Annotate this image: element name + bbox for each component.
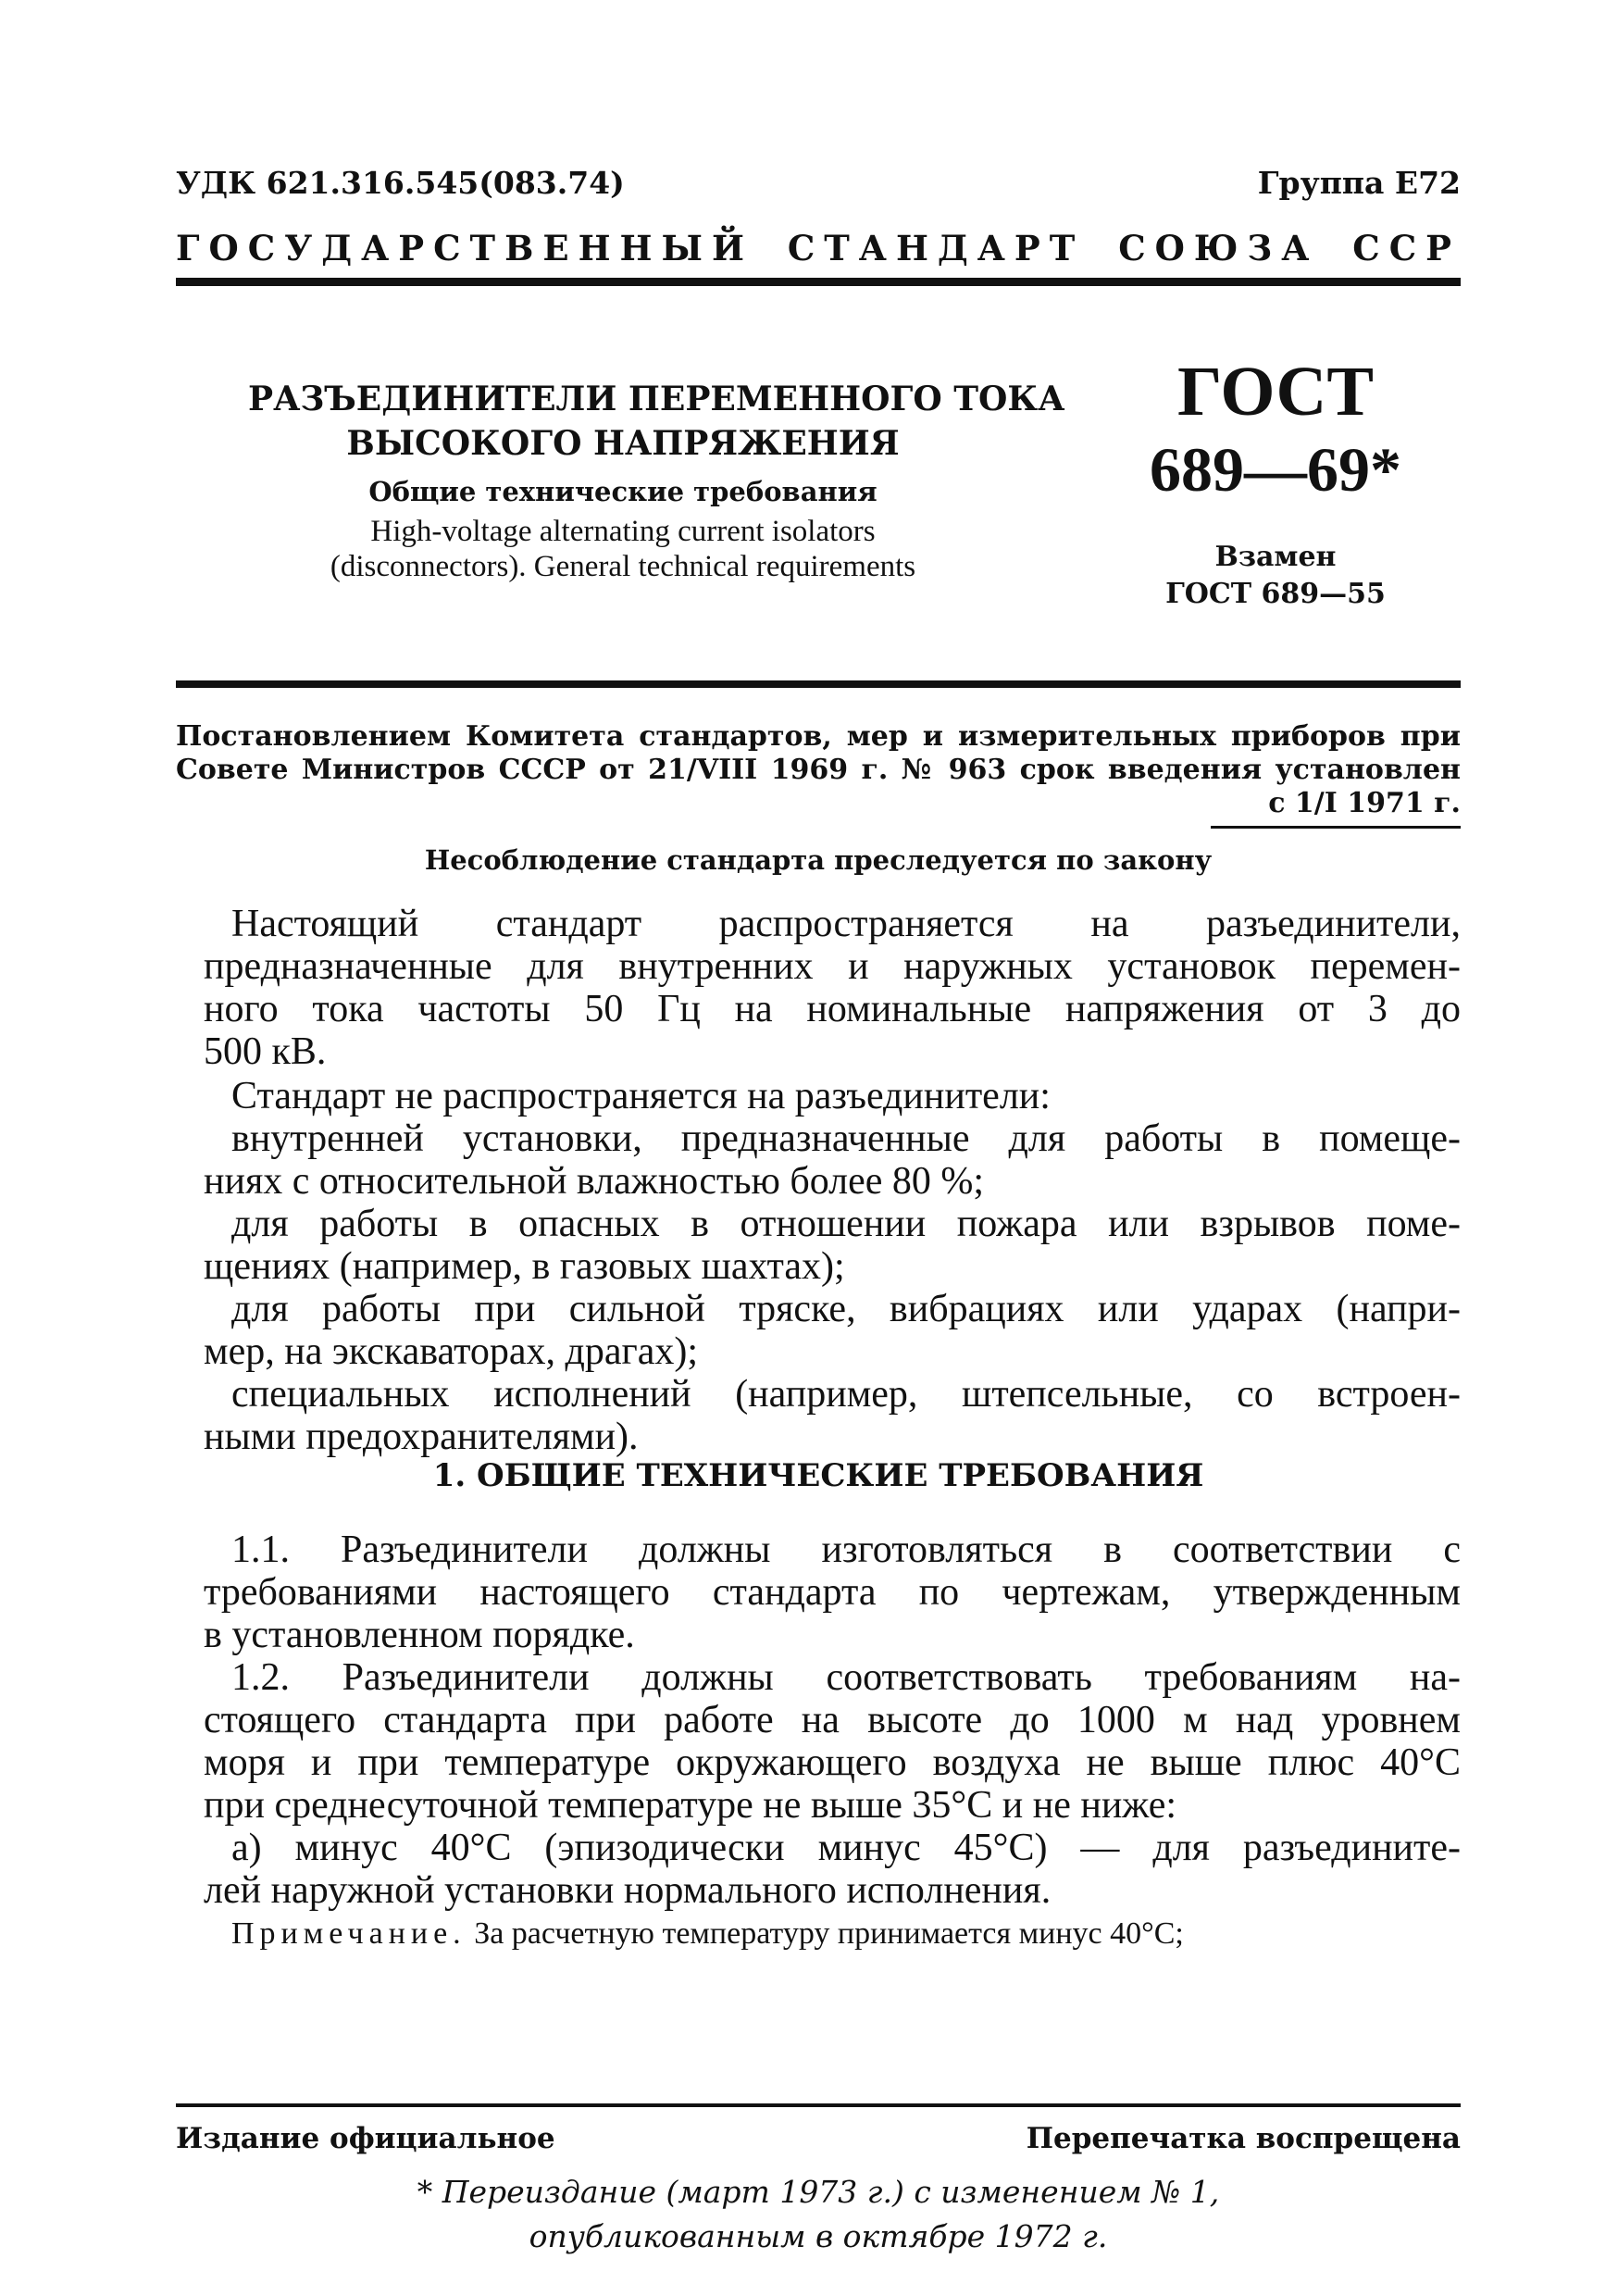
paragraph-1-line-3: ного тока частоты 50 Гц на номинальные напряжения от 3 до: [204, 988, 1461, 1030]
title-rule: [176, 680, 1461, 688]
clause-1-2-line-4: при среднесуточной температуре не выше 35°С и не ниже:: [204, 1784, 1177, 1827]
replaces-standard: ГОСТ 689—55: [1165, 578, 1386, 610]
title-english-2: (disconnectors). General technical requirements: [330, 550, 916, 583]
footer-rule: [176, 2103, 1461, 2107]
list-item-3-line-1: для работы при сильной тряске, вибрациях или ударах (напри-: [231, 1288, 1461, 1330]
list-item-2-line-2: щениях (например, в газовых шахтах);: [204, 1245, 845, 1288]
list-item-3-line-2: мер, на экскаваторах, драгах);: [204, 1330, 699, 1373]
reprint-prohibited: Перепечатка воспрещена: [1026, 2122, 1461, 2155]
paragraph-1-line-2: предназначенные для внутренних и наружных установок перемен-: [204, 945, 1461, 988]
item-a-line-1: а) минус 40°С (эпизодически минус 45°С) — для разъедините-: [231, 1827, 1461, 1869]
section-title: 1. ОБЩИЕ ТЕХНИЧЕСКИЕ ТРЕБОВАНИЯ: [432, 1457, 1204, 1494]
replaces-label: Взамен: [1214, 541, 1337, 573]
official-edition: Издание официальное: [176, 2122, 555, 2155]
group-code: Группа Е72: [1257, 165, 1461, 201]
paragraph-2: Стандарт не распространяется на разъединители:: [231, 1075, 1051, 1117]
note: [231, 1916, 1184, 1952]
list-item-4-line-2: ными предохранителями).: [204, 1416, 639, 1458]
item-a-line-2: лей наружной установки нормального исполнения.: [204, 1869, 1052, 1912]
paragraph-1-line-4: 500 кВ.: [204, 1030, 327, 1073]
list-item-2-line-1: для работы в опасных в отношении пожара или взрывов поме-: [231, 1203, 1461, 1245]
resolution-line-2: Совете Министров СССР от 21/VIII 1969 г. № 963 срок введения установлен: [176, 754, 1461, 786]
udk-code: УДК 621.316.545(083.74): [176, 165, 625, 201]
note-text: За расчетную температуру принимается минус 40°С;: [474, 1916, 1184, 1951]
list-item-4-line-1: специальных исполнений (например, штепсельные, со встроен-: [231, 1373, 1461, 1416]
clause-1-2-line-1: 1.2. Разъединители должны соответствовать требованиям на-: [231, 1656, 1461, 1699]
title-line-1: РАЗЪЕДИНИТЕЛИ ПЕРЕМЕННОГО ТОКА: [248, 380, 1065, 418]
note-label: Примечание.: [231, 1916, 467, 1951]
title-subtitle: Общие технические требования: [368, 476, 877, 507]
resolution-line-1: Постановлением Комитета стандартов, мер и измерительных приборов при: [176, 720, 1461, 753]
gost-label: ГОСТ: [1176, 353, 1375, 430]
list-item-1-line-2: ниях с относительной влажностью более 80 %;: [204, 1160, 985, 1203]
clause-1-2-line-3: моря и при температуре окружающего воздуха не выше плюс 40°С: [204, 1741, 1461, 1784]
footnote-line-1: * Переиздание (март 1973 г.) с изменением № 1,: [417, 2174, 1220, 2210]
penalty-notice: Несоблюдение стандарта преследуется по закону: [424, 844, 1213, 876]
list-item-1-line-1: внутренней установки, предназначенные для работы в помеще-: [231, 1117, 1461, 1160]
header-rule: [176, 278, 1461, 286]
paragraph-1-line-1: Настоящий стандарт распространяется на разъединители,: [231, 903, 1461, 945]
clause-1-2-line-2: стоящего стандарта при работе на высоте до 1000 м над уровнем: [204, 1699, 1461, 1741]
footnote-line-2: опубликованным в октябре 1972 г.: [529, 2218, 1108, 2254]
state-standard-heading: ГОСУДАРСТВЕННЫЙ СТАНДАРТ СОЮЗА ССР: [176, 228, 1461, 268]
effective-date: с 1/I 1971 г.: [1268, 787, 1461, 819]
effective-date-underline: [1211, 826, 1461, 829]
clause-1-1-line-1: 1.1. Разъединители должны изготовляться в соответствии с: [231, 1529, 1461, 1571]
title-english-1: High-voltage alternating current isolators: [370, 515, 876, 548]
title-line-2: ВЫСОКОГО НАПРЯЖЕНИЯ: [346, 424, 900, 463]
gost-number: 689—69*: [1150, 434, 1401, 505]
clause-1-1-line-2: требованиями настоящего стандарта по чертежам, утвержденным: [204, 1571, 1461, 1614]
clause-1-1-line-3: в установленном порядке.: [204, 1614, 635, 1656]
